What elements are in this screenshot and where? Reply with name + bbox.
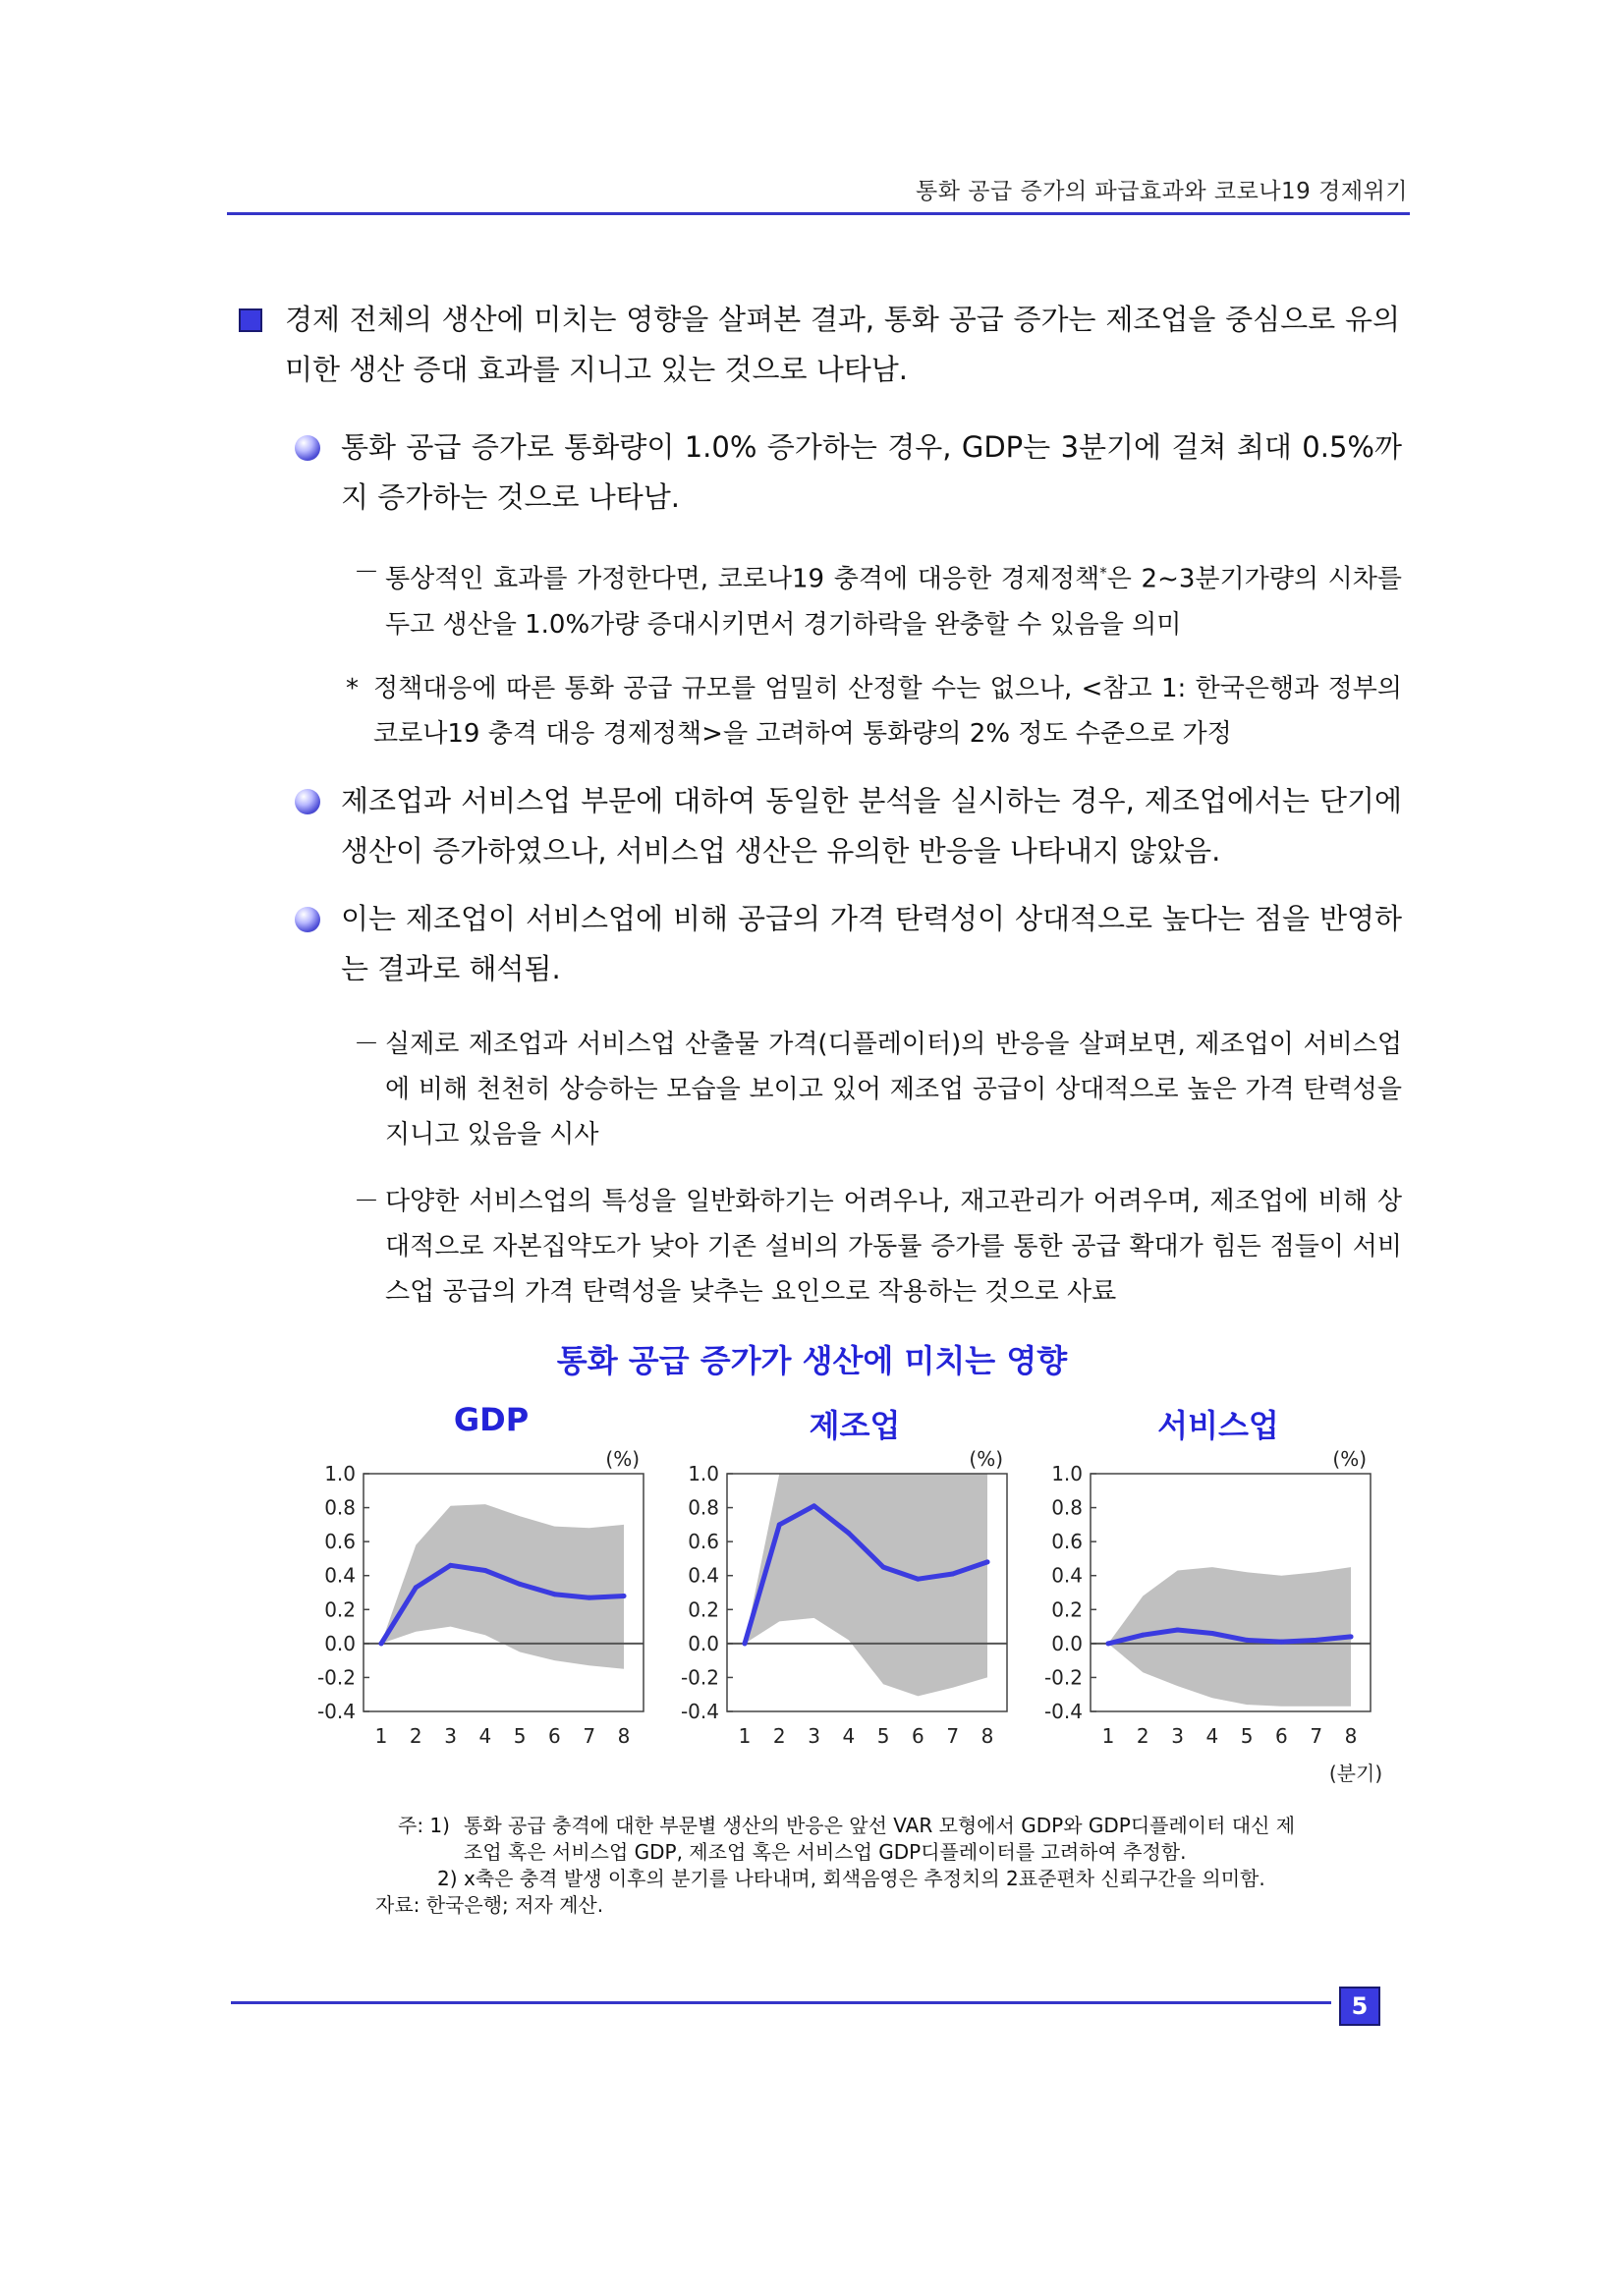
x-tick-label: 2	[772, 1724, 786, 1748]
data-point	[881, 1565, 886, 1570]
x-tick-label: 6	[912, 1724, 924, 1748]
x-tick-label: 2	[1136, 1724, 1149, 1748]
asterisk-marker: *	[346, 674, 359, 703]
round-bullet-icon	[295, 435, 320, 461]
y-tick-label: -0.2	[1043, 1665, 1083, 1690]
x-tick-label: 5	[1240, 1724, 1254, 1748]
x-tick-label: 3	[1171, 1724, 1184, 1748]
round-bullet-icon	[295, 907, 320, 932]
x-tick-label: 4	[842, 1724, 856, 1748]
data-point	[743, 1641, 748, 1646]
note-2-text: x축은 충격 발생 이후의 분기를 나타내며, 회색음영은 추정치의 2표준편차 신뢰구간을 의미함.	[464, 1867, 1265, 1890]
data-point	[414, 1585, 419, 1590]
dash-marker: －	[354, 558, 380, 588]
chart-manufacturing	[658, 1395, 1051, 1798]
note-1-line-2: 조업 혹은 서비스업 GDP, 제조업 혹은 서비스업 GDP디플레이터를 고려하여 추정함.	[464, 1840, 1187, 1864]
y-tick-label: 0.4	[688, 1563, 719, 1588]
round-bullet-icon	[295, 789, 320, 814]
y-tick-label: 0.8	[324, 1495, 356, 1520]
footer-rule	[231, 2001, 1331, 2004]
data-point	[846, 1531, 851, 1536]
header-rule	[227, 212, 1410, 215]
data-point	[1175, 1628, 1180, 1633]
data-point	[1279, 1640, 1284, 1645]
data-point	[1314, 1638, 1318, 1643]
data-point	[1106, 1641, 1111, 1646]
x-tick-label: 7	[946, 1724, 960, 1748]
y-tick-label: -0.4	[1043, 1700, 1083, 1723]
y-tick-label: -0.4	[680, 1700, 719, 1723]
data-point	[985, 1559, 990, 1564]
chart-svg	[1022, 1395, 1415, 1798]
y-tick-label: 0.8	[1051, 1495, 1083, 1520]
data-point	[379, 1641, 384, 1646]
x-tick-label: 2	[409, 1724, 422, 1748]
dash-marker: －	[354, 1187, 380, 1216]
y-tick-label: 0.2	[324, 1597, 356, 1622]
data-point	[587, 1596, 591, 1600]
x-tick-label: 8	[1344, 1724, 1358, 1748]
x-tick-label: 7	[583, 1724, 596, 1748]
data-point	[622, 1594, 627, 1598]
x-tick-label: 4	[478, 1724, 492, 1748]
y-tick-label: -0.2	[316, 1665, 356, 1690]
y-tick-label: 0.6	[1051, 1530, 1083, 1554]
x-tick-label: 6	[548, 1724, 561, 1748]
y-tick-label: 0.2	[1051, 1597, 1083, 1622]
dash-policy-effect-post: 은 2~3분기가량의 시차를 두고 생산을 1.0%가량 증대시키면서 경기하락을 완충할 수 있음을 의미	[385, 564, 1402, 640]
data-point	[1349, 1634, 1354, 1639]
x-tick-label: 1	[1101, 1724, 1115, 1748]
data-point	[812, 1503, 816, 1508]
y-tick-label: 0.0	[1051, 1631, 1083, 1655]
chart-svg	[295, 1395, 688, 1798]
y-tick-label: 0.0	[688, 1631, 719, 1655]
data-point	[1245, 1638, 1250, 1643]
section-summary: 경제 전체의 생산에 미치는 영향을 살펴본 결과, 통화 공급 증가는 제조업을 중심으로 유의미한 생산 증대 효과를 지니고 있는 것으로 나타남.	[285, 303, 1400, 386]
x-tick-label: 3	[808, 1724, 820, 1748]
unit-label: (%)	[605, 1447, 640, 1471]
chart-title: 서비스업	[1157, 1407, 1279, 1444]
y-tick-label: 1.0	[688, 1462, 719, 1485]
x-tick-label: 1	[738, 1724, 752, 1748]
running-header: 통화 공급 증가의 파급효과와 코로나19 경제위기	[916, 179, 1408, 204]
dash-policy-effect	[385, 550, 1402, 647]
note-1-label: 주: 1)	[398, 1814, 450, 1837]
x-tick-label: 5	[513, 1724, 527, 1748]
data-point	[518, 1582, 523, 1587]
x-tick-label: 8	[617, 1724, 631, 1748]
y-tick-label: -0.4	[316, 1700, 356, 1723]
y-tick-label: 1.0	[1051, 1462, 1083, 1485]
bullet-gdp-effect: 통화 공급 증가로 통화량이 1.0% 증가하는 경우, GDP는 3분기에 걸쳐 최대 0.5%까지 증가하는 것으로 나타남.	[341, 430, 1402, 514]
footnote-mark: *	[1099, 564, 1107, 582]
square-bullet-icon	[239, 308, 262, 332]
x-tick-label: 5	[876, 1724, 890, 1748]
data-point	[916, 1577, 921, 1582]
y-tick-label: -0.2	[680, 1665, 719, 1690]
x-tick-label: 3	[444, 1724, 457, 1748]
figure-title: 통화 공급 증가가 생산에 미치는 영향	[556, 1342, 1068, 1379]
chart-gdp	[295, 1395, 688, 1798]
x-unit-label: (분기)	[1328, 1762, 1383, 1785]
x-tick-label: 6	[1275, 1724, 1288, 1748]
data-point	[777, 1522, 782, 1527]
bullet-price-elasticity: 이는 제조업이 서비스업에 비해 공급의 가격 탄력성이 상대적으로 높다는 점을 반영하는 결과로 해석됨.	[341, 902, 1402, 985]
chart-services	[1022, 1395, 1415, 1798]
data-point	[552, 1592, 557, 1596]
source-note: 자료: 한국은행; 저자 계산.	[375, 1893, 604, 1917]
x-tick-label: 4	[1205, 1724, 1219, 1748]
y-tick-label: 0.4	[324, 1563, 356, 1588]
y-tick-label: 0.2	[688, 1597, 719, 1622]
x-tick-label: 1	[374, 1724, 388, 1748]
y-tick-label: 0.4	[1051, 1563, 1083, 1588]
dash-service-factors: 다양한 서비스업의 특성을 일반화하기는 어려우나, 재고관리가 어려우며, 제조업에 비해 상대적으로 자본집약도가 낮아 기존 설비의 가동률 증가를 통한 공급 확대가 힘든 점들이 서비스업 공급의 가격 탄력성을 낮추는 요인으로 작용하는 것으로 사료	[385, 1187, 1402, 1307]
y-tick-label: 0.6	[324, 1530, 356, 1554]
unit-label: (%)	[1332, 1447, 1367, 1471]
bullet-sector-analysis: 제조업과 서비스업 부문에 대하여 동일한 분석을 실시하는 경우, 제조업에서는 단기에 생산이 증가하였으나, 서비스업 생산은 유의한 반응을 나타내지 않았음.	[341, 784, 1402, 868]
dash-policy-effect-pre: 통상적인 효과를 가정한다면, 코로나19 충격에 대응한 경제정책	[385, 564, 1100, 594]
chart-title: GDP	[453, 1401, 530, 1438]
data-point	[1141, 1633, 1146, 1638]
y-tick-label: 0.8	[688, 1495, 719, 1520]
note-2-label: 2)	[437, 1867, 458, 1890]
y-tick-label: 1.0	[324, 1462, 356, 1485]
data-point	[1209, 1631, 1214, 1636]
note-1-line-1: 통화 공급 충격에 대한 부문별 생산의 반응은 앞선 VAR 모형에서 GDP와 GDP디플레이터 대신 제	[464, 1814, 1296, 1837]
chart-svg	[658, 1395, 1051, 1798]
data-point	[482, 1568, 487, 1573]
data-point	[448, 1563, 453, 1568]
dash-marker: －	[354, 1030, 380, 1059]
confidence-band	[745, 1474, 987, 1696]
dash-deflator-response: 실제로 제조업과 서비스업 산출물 가격(디플레이터)의 반응을 살펴보면, 제조업이 서비스업에 비해 천천히 상승하는 모습을 보이고 있어 제조업 공급이 상대적으로 높은 가격 탄력성을 지니고 있음을 시사	[385, 1030, 1402, 1149]
asterisk-note: 정책대응에 따른 통화 공급 규모를 엄밀히 산정할 수는 없으나, <참고 1: 한국은행과 정부의 코로나19 충격 대응 경제정책>을 고려하여 통화량의 2% 정도 수준으로 가정	[373, 674, 1402, 749]
page-number: 5	[1339, 1987, 1380, 2026]
x-tick-label: 7	[1310, 1724, 1323, 1748]
y-tick-label: 0.0	[324, 1631, 356, 1655]
y-tick-label: 0.6	[688, 1530, 719, 1554]
unit-label: (%)	[969, 1447, 1003, 1471]
chart-title: 제조업	[809, 1407, 901, 1444]
data-point	[950, 1571, 955, 1576]
x-tick-label: 8	[980, 1724, 994, 1748]
